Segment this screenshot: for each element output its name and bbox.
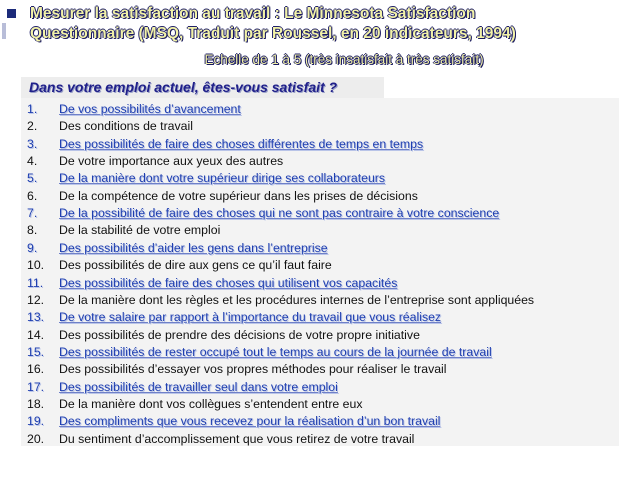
title-bar-mark [2,23,6,39]
list-item-text: De votre salaire par rapport à l’importance du travail que vous réalisez [59,310,442,325]
list-item-number: 5. [27,171,38,186]
list-item-text: Des possibilités de travailler seul dans votre emploi [59,379,338,394]
list-item-number: 7. [27,206,38,221]
list-item-text: Des possibilités de faire des choses qui utilisent vos capacités [59,275,398,290]
list-item-number: 3. [27,136,38,151]
list-item-text: Des compliments que vous recevez pour la réalisation d’un bon travail [59,414,441,429]
list-item-number: 19. [27,414,45,429]
list-item-text: Des conditions de travail [59,119,193,134]
list-item-text: De la manière dont vos collègues s’entendent entre eux [59,396,363,411]
list-item-text: Des possibilités de rester occupé tout le temps au cours de la journée de travail [59,344,492,359]
list-item-text: Des possibilités de faire des choses différentes de temps en temps [59,136,424,151]
question-box [21,77,384,98]
title-line-1: Mesurer la satisfaction au travail : Le Minnesota Satisfaction [30,5,476,22]
list-item-number: 6. [27,188,38,203]
list-item-number: 18. [27,396,45,411]
list-item-number: 20. [27,431,45,446]
list-item-number: 15. [27,344,45,359]
questionnaire-list [21,98,619,446]
list-item-number: 12. [27,292,45,307]
list-item-text: De la stabilité de votre emploi [59,223,221,238]
list-item-text: Des possibilités de dire aux gens ce qu’il faut faire [59,258,332,273]
list-item-text: Des possibilités d’aider les gens dans l’entreprise [59,240,328,255]
list-item-number: 4. [27,154,38,169]
list-item-number: 16. [27,362,45,377]
list-item-number: 2. [27,119,38,134]
title-line-2: Questionnaire (MSQ, Traduit par Roussel, en 20 indicateurs, 1994) [30,25,516,42]
list-item-number: 17. [27,379,45,394]
list-item-text: Des possibilités de prendre des décisions de votre propre initiative [59,327,420,342]
list-item-text: De la manière dont les règles et les procédures internes de l’entreprise sont appliquées [59,292,535,307]
scale-subtitle: Echelle de 1 à 5 (très insatisfait à très satisfait) [204,52,484,67]
list-item-text: Des possibilités d’essayer vos propres méthodes pour réaliser le travail [59,362,447,377]
list-item-number: 1. [27,102,38,116]
list-item-text: De votre importance aux yeux des autres [59,154,284,169]
list-item-text: De la possibilité de faire des choses qui ne sont pas contraire à votre conscience [59,206,500,221]
list-item-number: 10. [27,258,45,273]
list-item-text: De la manière dont votre supérieur dirige ses collaborateurs [59,171,386,186]
list-item-text: De la compétence de votre supérieur dans les prises de décisions [59,188,418,203]
list-item-number: 9. [27,240,38,255]
list-item-text: Du sentiment d’accomplissement que vous retirez de votre travail [59,431,415,446]
list-item-number: 11. [27,275,44,290]
list-item-number: 14. [27,327,45,342]
list-item-number: 13. [27,310,45,325]
question-text: Dans votre emploi actuel, êtes-vous satisfait ? [29,79,338,95]
list-item-text: De vos possibilités d’avancement [59,102,241,116]
title-bullet-icon [7,9,16,18]
list-item-number: 8. [27,223,38,238]
